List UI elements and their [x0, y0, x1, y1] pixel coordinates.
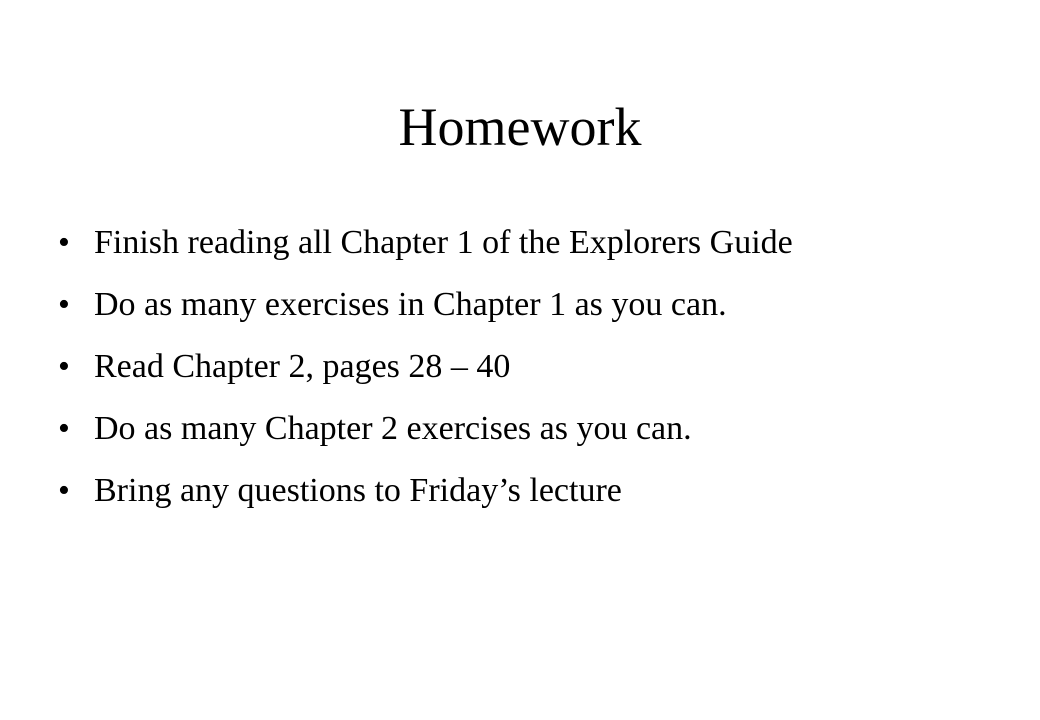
list-item	[58, 466, 793, 528]
bullet-icon: •	[58, 410, 70, 447]
bullet-icon: •	[58, 286, 70, 323]
list-item	[58, 342, 793, 404]
list-item-text: Bring any questions to Friday’s lecture	[94, 472, 622, 509]
bullet-icon: •	[58, 224, 70, 261]
list-item	[58, 280, 793, 342]
slide-title: Homework	[398, 97, 642, 157]
bullet-list	[58, 218, 793, 528]
bullet-icon: •	[58, 472, 70, 509]
list-item	[58, 218, 793, 280]
list-item-text: Finish reading all Chapter 1 of the Explorers Guide	[94, 224, 793, 261]
list-item-text: Do as many Chapter 2 exercises as you can.	[94, 410, 692, 447]
list-item	[58, 404, 793, 466]
bullet-icon: •	[58, 348, 70, 385]
list-item-text: Read Chapter 2, pages 28 – 40	[94, 348, 511, 385]
list-item-text: Do as many exercises in Chapter 1 as you can.	[94, 286, 727, 323]
